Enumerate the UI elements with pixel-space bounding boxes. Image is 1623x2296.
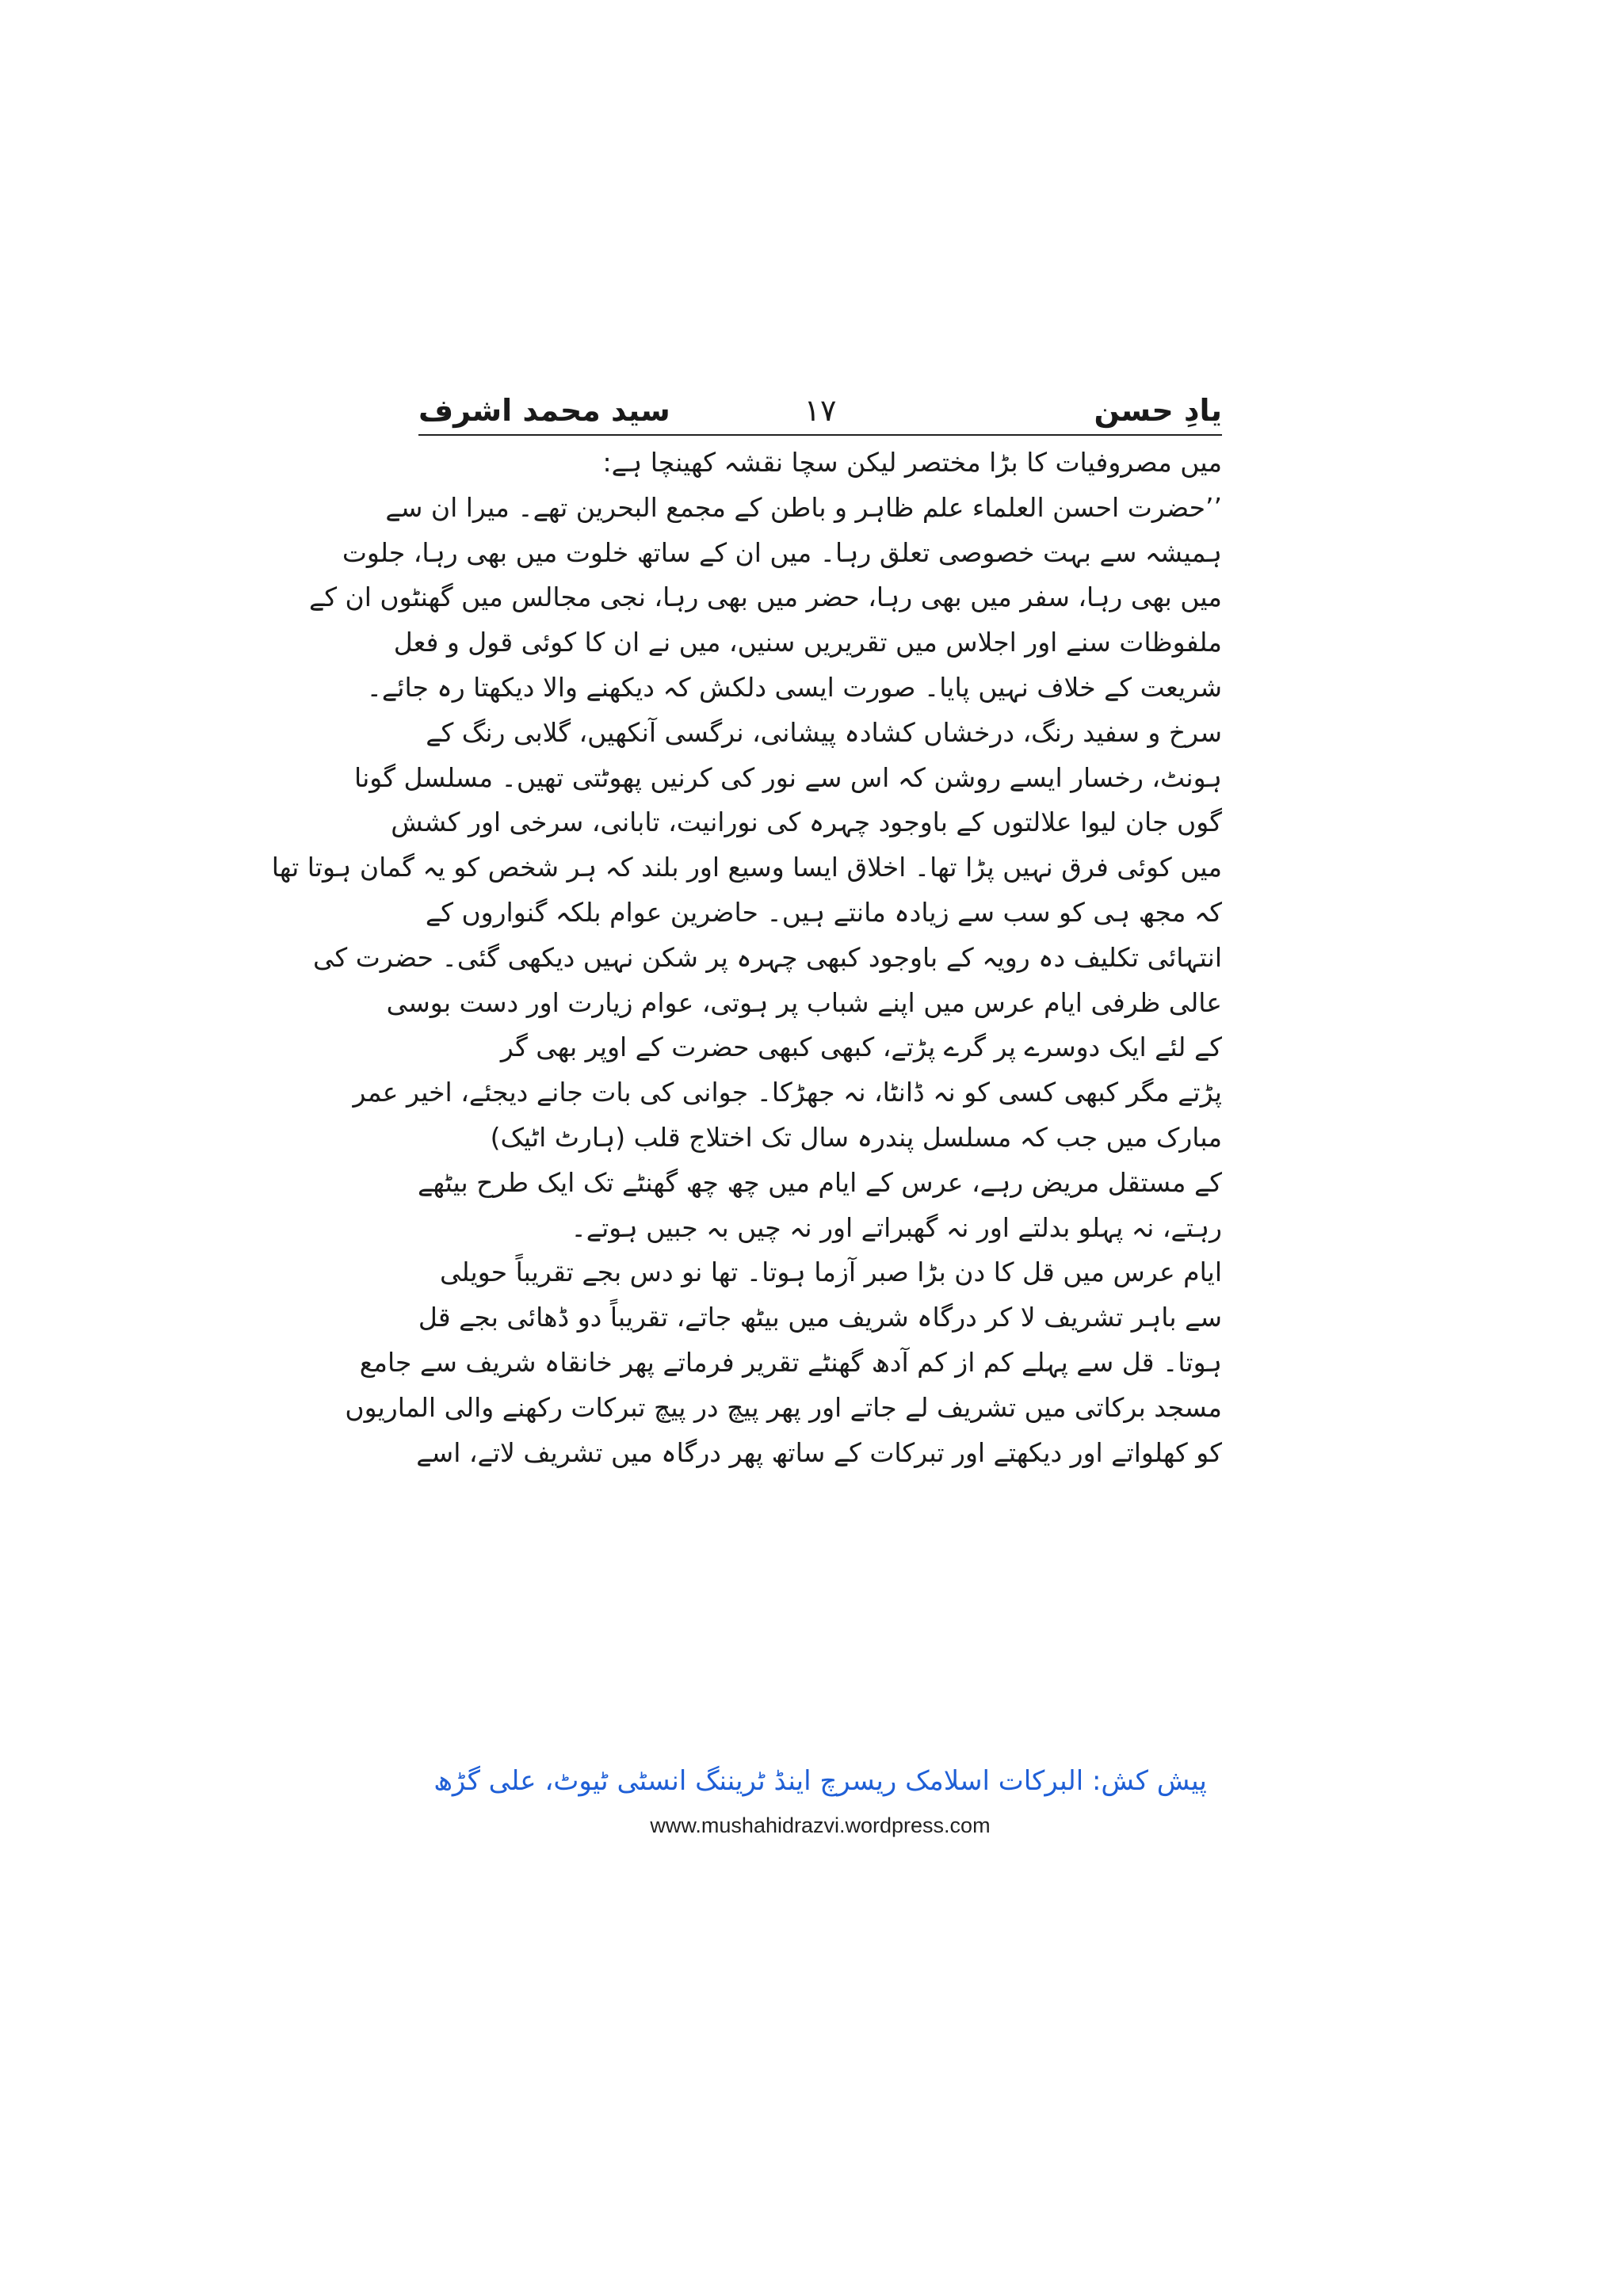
- text-line: ہوتا۔ قل سے پہلے کم از کم آدھ گھنٹے تقریر فرماتے پھر خانقاہ شریف سے جامع: [359, 1346, 1222, 1378]
- header-divider: [418, 434, 1222, 436]
- text-line: رہتے، نہ پہلو بدلتے اور نہ گھبراتے اور نہ چیں بہ جبیں ہوتے۔: [571, 1211, 1222, 1243]
- text-line: مبارک میں جب کہ مسلسل پندرہ سال تک اختلاج قلب (ہارٹ اٹیک): [490, 1121, 1222, 1153]
- text-line: میں مصروفیات کا بڑا مختصر لیکن سچا نقشہ کھینچا ہے:: [602, 447, 1222, 478]
- text-line: میں کوئی فرق نہیں پڑا تھا۔ اخلاق ایسا وسیع اور بلند کہ ہر شخص کو یہ گمان ہوتا تھا: [271, 852, 1222, 883]
- publisher-credit: پیش کش: البرکات اسلامک ریسرچ اینڈ ٹریننگ انسٹی ٹیوٹ، علی گڑھ: [433, 1765, 1207, 1797]
- text-line: سے باہر تشریف لا کر درگاہ شریف میں بیٹھ جاتے، تقریباً دو ڈھائی بجے قل: [418, 1302, 1222, 1333]
- author-name: سید محمد اشرف: [418, 393, 670, 428]
- text-line: میں بھی رہا، سفر میں بھی رہا، حضر میں بھی رہا، نجی مجالس میں گھنٹوں ان کے: [309, 582, 1222, 613]
- text-line: ہونٹ، رخسار ایسے روشن کہ اس سے نور کی کرنیں پھوٹتی تھیں۔ مسلسل گونا: [354, 761, 1222, 793]
- page-number: ۱۷: [804, 393, 837, 428]
- text-line: مسجد برکاتی میں تشریف لے جاتے اور پھر پیچ در پیچ تبرکات رکھنے والی الماریوں: [345, 1391, 1222, 1423]
- text-line: ’’حضرت احسن العلماء علم ظاہر و باطن کے مجمع البحرین تھے۔ میرا ان سے: [385, 491, 1222, 523]
- text-line: ملفوظات سنے اور اجلاس میں تقریریں سنیں، میں نے ان کا کوئی قول و فعل: [393, 627, 1222, 658]
- text-line: کو کھلواتے اور دیکھتے اور تبرکات کے ساتھ پھر درگاہ میں تشریف لاتے، اسے: [416, 1436, 1222, 1468]
- body-text: [271, 441, 1222, 1475]
- text-line: پڑتے مگر کبھی کسی کو نہ ڈانٹا، نہ جھڑکا۔ جوانی کی بات جانے دیجئے، اخیر عمر: [353, 1077, 1222, 1108]
- text-line: کے مستقل مریض رہے، عرس کے ایام میں چھ چھ گھنٹے تک ایک طرح بیٹھے: [418, 1166, 1222, 1198]
- book-title: یادِ حسن: [1094, 393, 1222, 428]
- website-url: www.mushahidrazvi.wordpress.com: [650, 1814, 991, 1837]
- text-line: عالی ظرفی ایام عرس میں اپنے شباب پر ہوتی، عوام زیارت اور دست بوسی: [386, 986, 1222, 1018]
- text-line: ایام عرس میں قل کا دن بڑا صبر آزما ہوتا۔ تھا نو دس بجے تقریباً حویلی: [440, 1257, 1222, 1288]
- text-line: کہ مجھ ہی کو سب سے زیادہ مانتے ہیں۔ حاضرین عوام بلکہ گنواروں کے: [425, 896, 1222, 928]
- text-line: ہمیشہ سے بہت خصوصی تعلق رہا۔ میں ان کے ساتھ خلوت میں بھی رہا، جلوت: [342, 536, 1222, 568]
- text-line: گوں جان لیوا علالتوں کے باوجود چہرہ کی نورانیت، تابانی، سرخی اور کشش: [391, 807, 1222, 838]
- text-line: سرخ و سفید رنگ، درخشاں کشادہ پیشانی، نرگسی آنکھیں، گلابی رنگ کے: [426, 716, 1222, 748]
- text-line: شریعت کے خلاف نہیں پایا۔ صورت ایسی دلکش کہ دیکھنے والا دیکھتا رہ جائے۔: [366, 671, 1222, 703]
- text-line: کے لئے ایک دوسرے پر گرے پڑتے، کبھی کبھی حضرت کے اوپر بھی گر: [500, 1032, 1222, 1063]
- text-line: انتہائی تکلیف دہ رویہ کے باوجود کبھی چہرہ پر شکن نہیں دیکھی گئی۔ حضرت کی: [313, 941, 1222, 973]
